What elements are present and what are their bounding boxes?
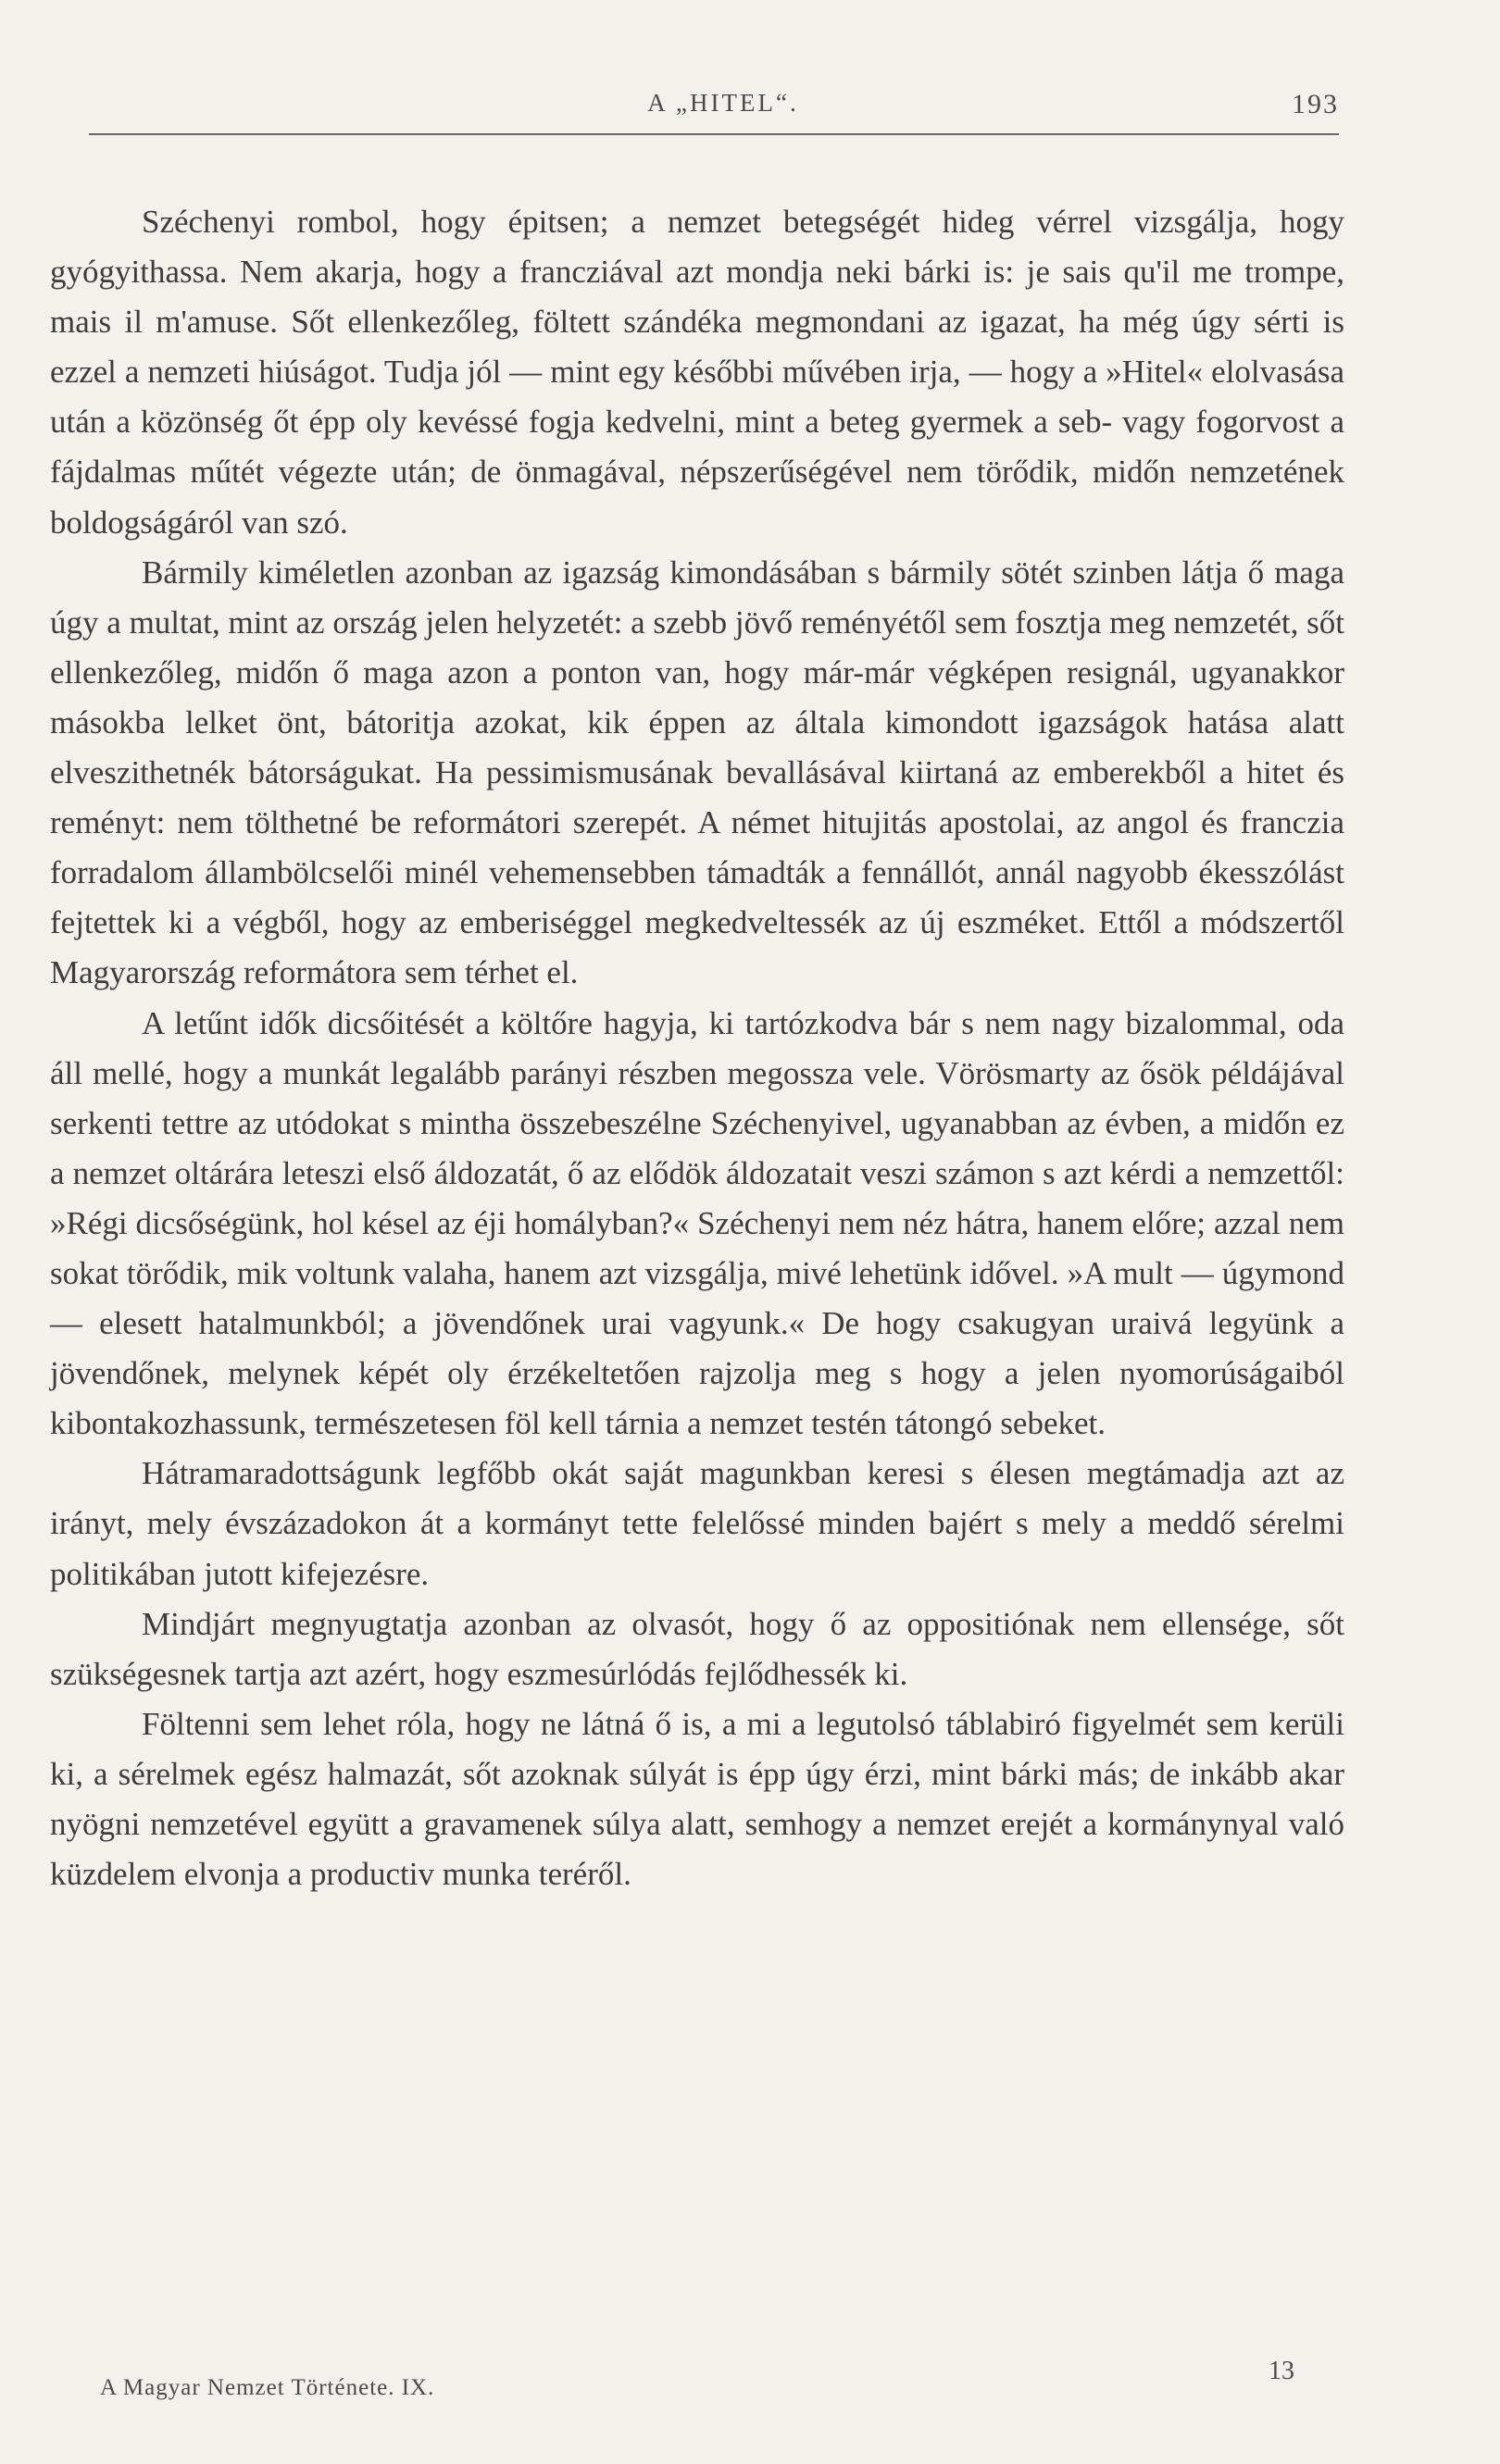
running-title: A „HITEL“. bbox=[647, 89, 799, 117]
running-head bbox=[107, 89, 1339, 130]
page-number: 193 bbox=[1292, 89, 1339, 119]
paragraph: Föltenni sem lehet róla, hogy ne látná ő is, a mi a legutolsó táblabiró figyelmét sem kerüli ki, a sérelmek egész halmazát, sőt azoknak súlyát is épp úgy érzi, mint bárki más; de inkább akar nyögni nemzetével együtt a gravamenek súlya alatt, semhogy a nemzet erejét a kormánynyal való küzdelem elvonja a productiv munka teréről. bbox=[50, 1705, 1344, 1893]
paragraph: A letűnt idők dicsőitését a költőre hagyja, ki tartózkodva bár s nem nagy bizalommal, oda áll mellé, hogy a munkát legalább parányi részben megossza vele. Vörösmarty az ősök példájával serkenti tettre az utódokat s mintha összebeszélne Széchenyivel, ugyanabban az évben, a midőn ez a nemzet oltárára leteszi első áldozatát, ő az elődök áldozatait veszi számon s azt kérdi a nemzettől: »Régi dicsőségünk, hol késel az éji homályban?« Széchenyi nem néz hátra, hanem előre; azzal nem sokat törődik, mik voltunk valaha, hanem azt vizsgálja, mivé lehetünk idővel. »A mult — úgymond — elesett hatalmunkból; a jövendőnek urai vagyunk.« De hogy csakugyan uraivá legyünk a jövendőnek, melynek képét oly érzékeltetően rajzolja meg s hogy a jelen nyomorúságaiból kibontakozhassunk, természetesen föl kell tárnia a nemzet testén tátongó sebeket. bbox=[50, 1004, 1344, 1442]
footer-source: A Magyar Nemzet Története. IX. bbox=[100, 2375, 435, 2400]
paragraph: Hátramaradottságunk legfőbb okát saját magunkban keresi s élesen megtámadja azt az irányt, mely évszázadokon át a kormányt tette felelőssé minden bajért s mely a meddő sérelmi politikában jutott kifejezésre. bbox=[50, 1455, 1344, 1592]
page-footer bbox=[100, 2357, 1348, 2403]
paragraph: Bármily kiméletlen azonban az igazság kimondásában s bármily sötét szinben látja ő maga úgy a multat, mint az ország jelen helyzetét: a szebb jövő reményétől sem fosztja meg nemzetét, sőt ellenkezőleg, midőn ő maga azon a ponton van, hogy már-már végképen resignál, ugyanakkor másokba lelket önt, bátoritja azokat, kik éppen az általa kimondott igazságok hatása alatt elveszithetnék bátorságukat. Ha pessimismusának bevallásával kiirtaná az emberekből a hitet és reményt: nem tölthetné be reformátori szerepét. A német hitujitás apostolai, az angol és franczia forradalom állambölcselői minél vehemensebben támadták a fennállót, annál nagyobb ékesszólást fejtettek ki a végből, hogy az emberiséggel megkedveltessék az új eszméket. Ettől a módszertől Magyarország reformátora sem térhet el. bbox=[50, 554, 1344, 991]
signature-mark: 13 bbox=[1269, 2357, 1294, 2385]
paragraph: Széchenyi rombol, hogy épitsen; a nemzet betegségét hideg vérrel vizsgálja, hogy gyógyithassa. Nem akarja, hogy a francziával azt mondja neki bárki is: je sais qu'il me trompe, mais il m'amuse. Sőt ellenkezőleg, föltett szándéka megmondani az igazat, ha még úgy sérti is ezzel a nemzeti hiúságot. Tudja jól — mint egy későbbi művében irja, — hogy a »Hitel« elolvasása után a közönség őt épp oly kevéssé fogja kedvelni, mint a beteg gyermek a seb- vagy fogorvost a fájdalmas műtét végezte után; de önmagával, népszerűségével nem törődik, midőn nemzetének boldogságáról van szó. bbox=[50, 204, 1344, 541]
paragraph: Mindjárt megnyugtatja azonban az olvasót, hogy ő az oppositiónak nem ellensége, sőt szükségesnek tartja azt azért, hogy eszmesúrlódás fejlődhessék ki. bbox=[50, 1605, 1344, 1692]
body-text bbox=[50, 197, 1344, 1899]
header-rule bbox=[89, 133, 1339, 135]
